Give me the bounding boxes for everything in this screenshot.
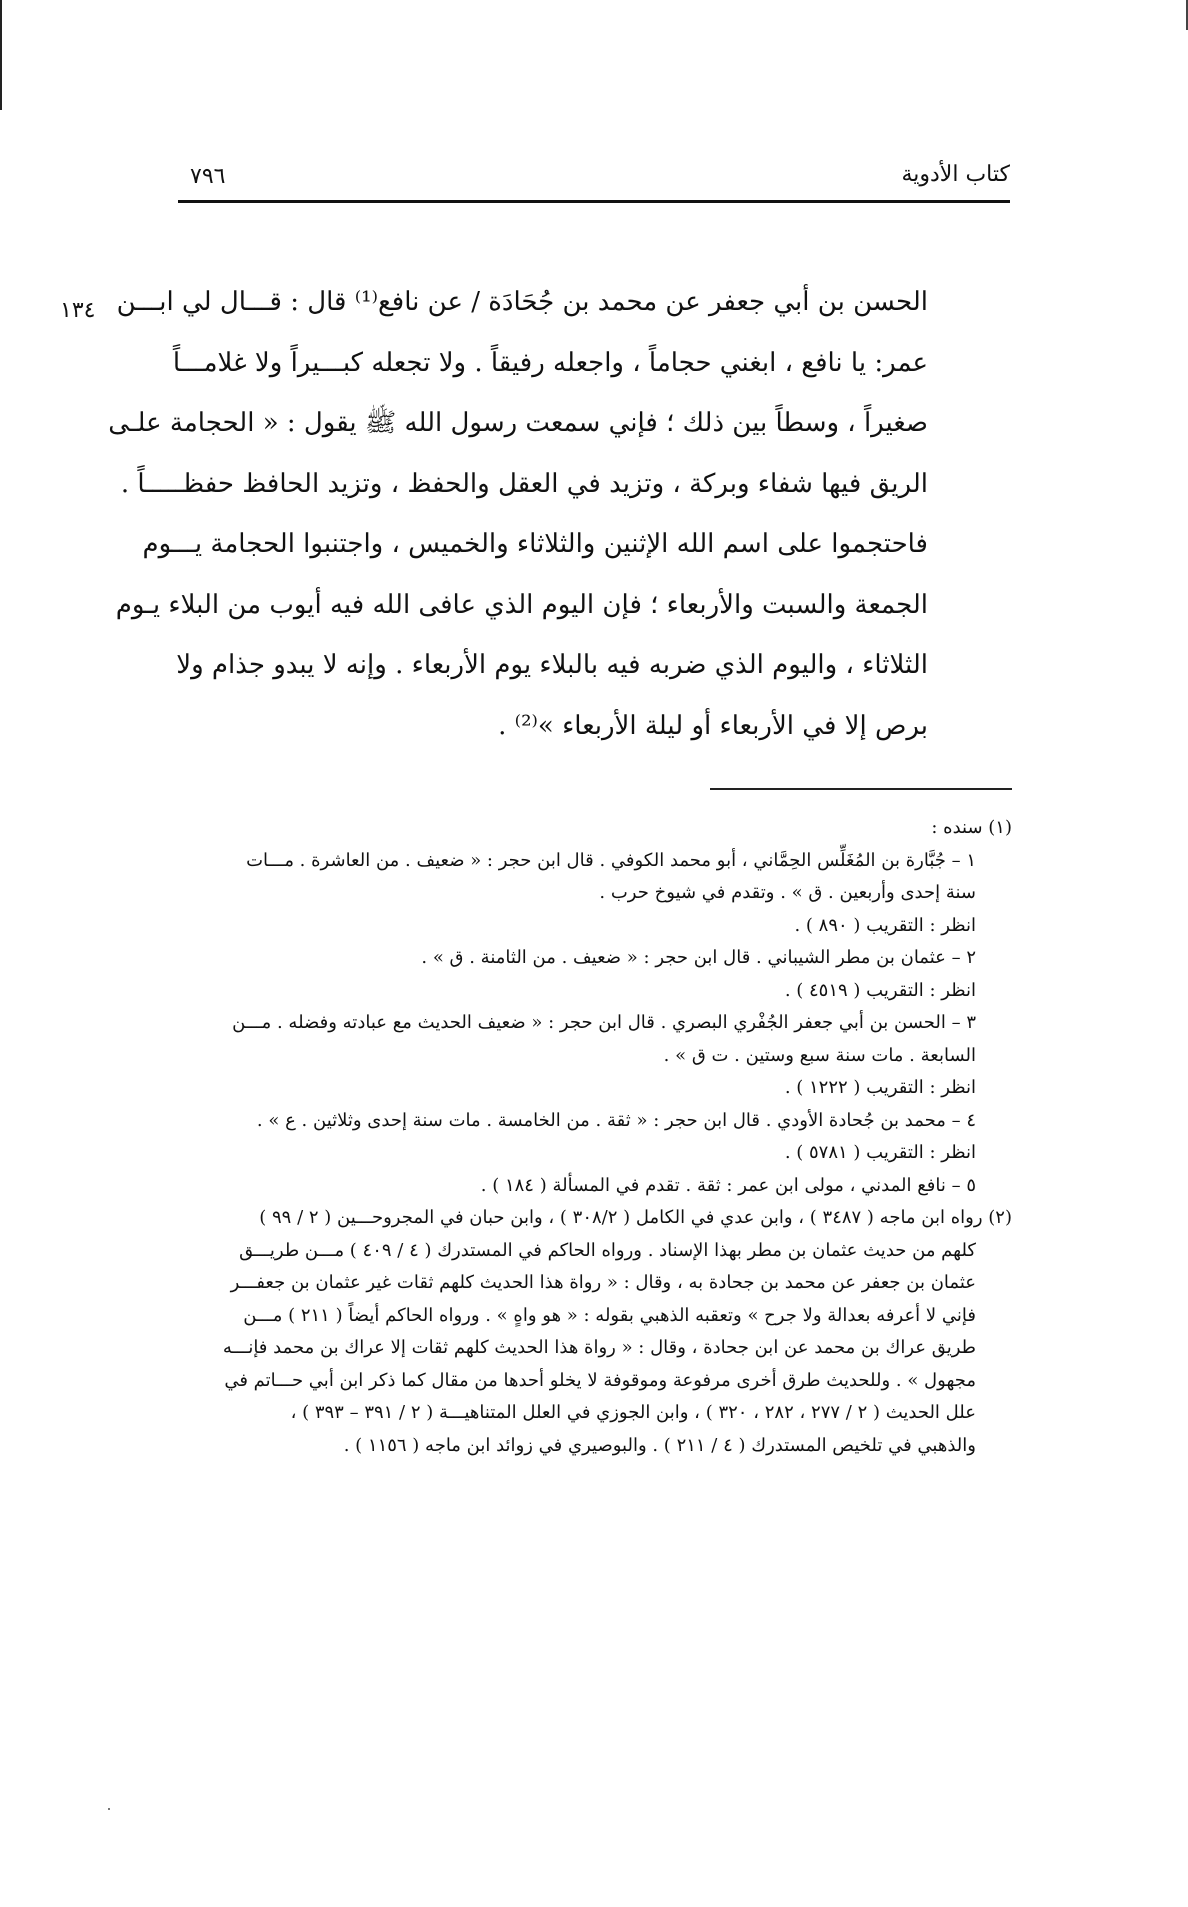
book-title: كتاب الأدوية <box>901 162 1010 187</box>
footnote-2-line: (٢) رواه ابن ماجه ( ٣٤٨٧ ) ، وابن عدي في الكامل ( ٣٠٨/٢ ) ، وابن حبان في المجروحـــين ( ٢ / ٩٩ ) <box>259 1207 1012 1228</box>
text-line: الثلاثاء ، واليوم الذي ضربه فيه بالبلاء يوم الأربعاء . وإنه لا يبدو جذام ولا <box>176 650 928 680</box>
footnote-1-line: انظر : التقريب ( ٥٧٨١ ) . <box>784 1142 976 1163</box>
footnote-separator <box>710 788 1012 790</box>
footnote-1-line: ١ – جُبَّارة بن المُغَلِّس الحِمَّاني ، أبو محمد الكوفي . قال ابن حجر : « ضعيف . من العاشرة . مـــات <box>246 849 976 871</box>
footnote-1-line: ٤ – محمد بن جُحادة الأودي . قال ابن حجر : « ثقة . من الخامسة . مات سنة إحدى وثلاثين . ع » . <box>256 1109 976 1131</box>
footnote-2-line: عثمان بن جعفر عن محمد بن جحادة به ، وقال : « رواة هذا الحديث كلهم ثقات غير عثمان بن جعفـــر <box>230 1272 976 1293</box>
footnote-1-line: ٣ – الحسن بن أبي جعفر الجُفْري البصري . قال ابن حجر : « ضعيف الحديث مع عبادته وفضله . مـــن <box>232 1012 976 1033</box>
page-number: ٧٩٦ <box>190 164 226 189</box>
main-text <box>108 272 928 756</box>
footnote-1-line: السابعة . مات سنة سبع وستين . ت ق » . <box>663 1044 976 1066</box>
running-header <box>178 162 1010 202</box>
text-line: الجمعة والسبت والأربعاء ؛ فإن اليوم الذي عافى الله فيه أيوب من البلاء يـوم <box>115 589 928 620</box>
footnote-1-line: انظر : التقريب ( ١٢٢٢ ) . <box>784 1077 976 1098</box>
footnote-1-line: انظر : التقريب ( ٤٥١٩ ) . <box>784 979 976 1001</box>
text-line: فاحتجموا على اسم الله الإثنين والثلاثاء والخميس ، واجتنبوا الحجامة يـــوم <box>142 529 928 559</box>
footnote-1-line: ٥ – نافع المدني ، مولى ابن عمر : ثقة . تقدم في المسألة ( ١٨٤ ) . <box>480 1174 976 1196</box>
footnote-2-line: علل الحديث ( ٢ / ٢٧٧ ، ٢٨٢ ، ٣٢٠ ) ، وابن الجوزي في العلل المتناهيـــة ( ٢ / ٣٩١ – ٣٩٣ ) ، <box>290 1402 976 1423</box>
footnote-1-line: سنة إحدى وأربعين . ق » . وتقدم في شيوخ حرب . <box>599 882 976 903</box>
footnote-1-heading: (١) سنده : <box>931 817 1012 838</box>
scan-edge-mark <box>0 0 2 110</box>
text-line: الحسن بن أبي جعفر عن محمد بن جُحَادَة / عن نافع⁽¹⁾ قال : قـــال لي ابـــن <box>116 287 928 317</box>
header-rule <box>178 200 1010 203</box>
footnote-2-line: طريق عراك بن محمد عن ابن جحادة ، وقال : « رواة هذا الحديث كلهم ثقات إلا عراك بن محمد فإنـــه <box>222 1337 976 1358</box>
footnotes <box>178 812 1012 1462</box>
footnote-1-line: ٢ – عثمان بن مطر الشيباني . قال ابن حجر : « ضعيف . من الثامنة . ق » . <box>421 947 976 968</box>
footnote-2-line: والذهبي في تلخيص المستدرك ( ٤ / ٢١١ ) . والبوصيري في زوائد ابن ماجه ( ١١٥٦ ) . <box>343 1434 976 1456</box>
text-line: صغيراً ، وسطاً بين ذلك ؛ فإني سمعت رسول الله ﷺ يقول : « الحجامة علـى <box>108 408 928 438</box>
footnote-2-line: كلهم من حديث عثمان بن مطر بهذا الإسناد . ورواه الحاكم في المستدرك ( ٤ / ٤٠٩ ) مـــن طريـــق <box>239 1239 976 1261</box>
scan-speck <box>108 1808 110 1810</box>
footnote-2-line: مجهول » . وللحديث طرق أخرى مرفوعة وموقوفة لا يخلو أحدها من مقال كما ذكر ابن أبي حـــاتم في <box>224 1369 976 1391</box>
text-line: برص إلا في الأربعاء أو ليلة الأربعاء »⁽²⁾ . <box>498 710 928 741</box>
text-line: الريق فيها شفاء وبركة ، وتزيد في العقل والحفظ ، وتزيد الحافظ حفظـــــاً . <box>120 468 928 499</box>
footnote-1-line: انظر : التقريب ( ٨٩٠ ) . <box>794 914 976 936</box>
footnote-2-line: فإني لا أعرفه بعدالة ولا جرح » وتعقبه الذهبي بقوله : « هو واهٍ » . ورواه الحاكم أيضاً ( ٢١١ ) مـــن <box>243 1304 976 1326</box>
margin-folio-number: ١٣٤ <box>60 298 96 323</box>
text-line: عمر: يا نافع ، ابغني حجاماً ، واجعله رفيقاً . ولا تجعله كبـــيراً ولا غلامـــاً <box>172 347 928 378</box>
